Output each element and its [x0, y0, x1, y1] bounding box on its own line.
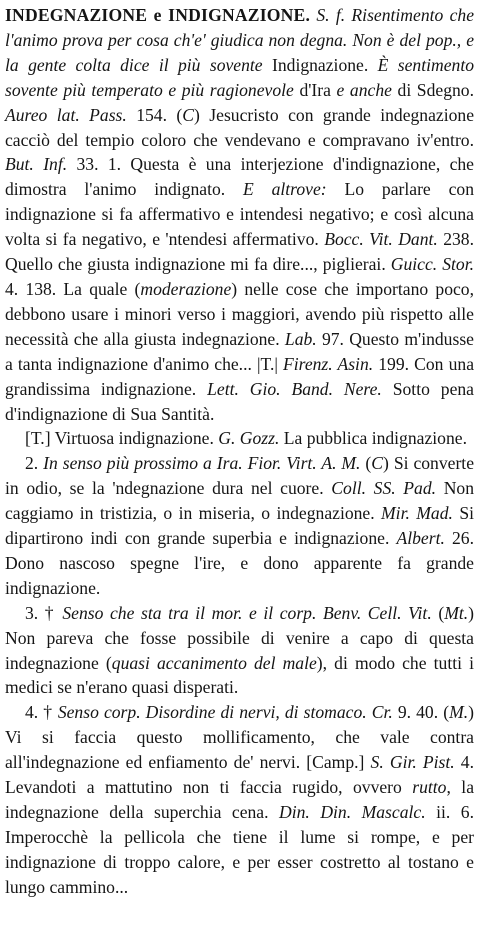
italic-text: S. Gir. Pist. — [370, 752, 455, 773]
body-text: 97. Questo m'indusse a tanta indignazione d'animo che... |T.| — [5, 328, 474, 374]
body-text: , la indegnazione della superchia cena. — [5, 777, 474, 822]
italic-text: e anche — [336, 79, 398, 100]
body-text: [T.] Virtuosa indignazione. — [25, 428, 219, 449]
italic-text: Coll. SS. Pad. — [331, 478, 437, 499]
body-text: 4. † — [25, 702, 58, 723]
body-text: 2. — [25, 453, 44, 474]
italic-text: E altrove: — [243, 179, 327, 200]
body-text: ) Si converte in odio, se la 'ndegnazione dura nel cuore. — [5, 453, 475, 499]
italic-text: rutto — [412, 777, 447, 798]
italic-text: Mt. — [444, 602, 469, 623]
italic-text: Aureo lat. Pass. — [5, 104, 127, 125]
italic-text: Mir. Mad. — [381, 503, 453, 524]
body-text: 154. ( — [126, 104, 183, 125]
body-text: ) nelle cose che importano poco, debbono usare i minori verso i maggiori, avendo più rispetto alle necessità che alla giusta indegnazione. — [5, 278, 474, 349]
headword: INDEGNAZIONE e INDIGNAZIONE. — [5, 5, 311, 25]
italic-text: Guicc. Stor. — [390, 254, 474, 275]
italic-text: Firenz. Asin. — [282, 353, 374, 374]
italic-text: C — [371, 453, 384, 474]
body-text: Lo parlare con indignazione si fa affermativo e intendesi negativo; e così alcuna volta si fa negativo, e 'ntendesi affermativo. — [5, 179, 474, 250]
body-text: ) Vi si faccia questo mollificamento, che vale contra all'indegnazione ed enfiamento de' nervi. [Camp.] — [5, 702, 474, 773]
italic-text: Lett. Gio. Band. Nere. — [207, 378, 382, 399]
italic-text: In senso più prossimo a Ira. Fior. Virt. A. M. — [43, 453, 361, 474]
italic-text: Senso che sta tra il mor. e il corp. Benv. Cell. Vit. — [62, 602, 432, 623]
body-text: ( — [360, 453, 372, 474]
body-text: ii. 6. Imperocchè la pellicola che tiene il lume si rompe, e per indignazione di troppo calore, e per esser costretto al tostano e lungo cammino... — [5, 802, 474, 897]
italic-text: È sentimento sovente più temperato e più ragionevole — [5, 54, 475, 100]
body-text: ), di modo che tutti i medici se n'erano quasi disperati. — [5, 652, 474, 698]
italic-text: quasi accanimento del male — [111, 652, 317, 673]
body-text: Si dipartirono indi con grande superbia e indignazione. — [5, 503, 474, 549]
body-text: Non caggiamo in tristizia, o in miseria, o indegnazione. — [5, 478, 475, 524]
italic-text: G. Gozz. — [218, 428, 280, 449]
body-text: 238. Quello che giusta indignazione mi fa dire..., piglierai. — [5, 229, 474, 275]
italic-text: Senso corp. Disordine di nervi, di stomaco. Cr. — [57, 702, 393, 723]
body-text: 26. Dono nascoso spegne l'ire, e dono apparente fa grande indignazione. — [5, 528, 474, 598]
entry-paragraph-intro — [5, 3, 474, 426]
entry-paragraph-sense-3 — [5, 601, 474, 701]
entry-paragraph-sense-2 — [5, 451, 474, 600]
body-text: 4. Levandoti a mattutino non ti faccia rugido, ovvero — [5, 752, 474, 798]
italic-text: Lab. — [284, 328, 317, 349]
italic-text: Din. Din. Mascalc. — [279, 802, 426, 822]
entry-paragraph-tom-1 — [5, 426, 474, 451]
italic-text: S. f. Risentimento che l'animo prova per cosa ch'e' giudica non degna. Non è del pop., e la gente colta dice il più sovente — [5, 5, 474, 75]
body-text: 9. 40. ( — [392, 702, 450, 723]
body-text: di Sdegno. — [397, 79, 474, 100]
body-text: La pubblica indignazione. — [279, 428, 467, 449]
italic-text: M. — [449, 702, 469, 723]
body-text: Indignazione. — [272, 54, 378, 75]
body-text: 3. † — [25, 602, 63, 623]
body-text: ) Non pareva che fosse possibile di venire a capo di questa indegnazione ( — [5, 602, 474, 673]
italic-text: C — [182, 104, 195, 125]
italic-text: But. Inf. — [5, 154, 68, 175]
body-text: ( — [431, 602, 445, 623]
body-text: Sotto pena d'indignazione di Sua Santità. — [5, 378, 474, 424]
body-text: 33. 1. Questa è una interjezione d'indignazione, che dimostra l'animo indignato. — [5, 154, 474, 200]
entry-paragraph-sense-4 — [5, 700, 474, 899]
body-text: 199. Con una grandissima indignazione. — [5, 353, 474, 399]
body-text: d'Ira — [299, 79, 337, 100]
italic-text: moderazione — [140, 278, 232, 299]
body-text: ) Jesucristo con grande indegnazione cacciò del tempio coloro che vendevano e compravano iv'entro. — [5, 104, 475, 150]
body-text: 4. 138. La quale ( — [5, 278, 141, 299]
dictionary-entry — [5, 3, 474, 900]
italic-text: Albert. — [396, 528, 445, 549]
italic-text: Bocc. Vit. Dant. — [324, 229, 438, 250]
